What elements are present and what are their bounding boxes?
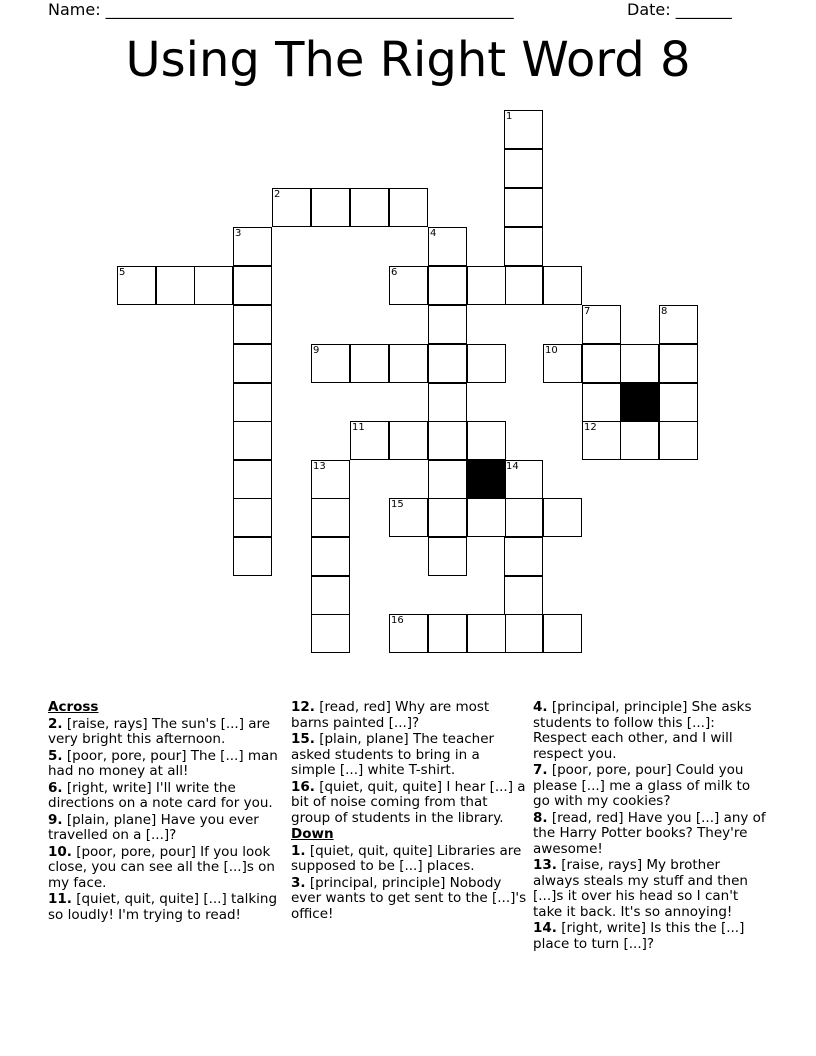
name-line: Name: ___________________________________________________ <box>48 0 514 19</box>
clue <box>291 876 527 923</box>
clue <box>48 717 284 748</box>
grid-cell[interactable] <box>620 344 659 383</box>
clue-number: 4. <box>533 699 548 715</box>
clue-text: [poor, pore, pour] The [...] man had no money at all! <box>48 747 278 779</box>
clue <box>533 858 769 920</box>
clue <box>48 845 284 892</box>
grid-cell[interactable] <box>428 498 467 537</box>
clue-text: [poor, pore, pour] Could you please [...] me a glass of milk to go with my cookies? <box>533 762 751 809</box>
grid-cell[interactable] <box>311 537 350 576</box>
clue-number: 9. <box>48 811 63 828</box>
clue-number: 3. <box>291 874 306 891</box>
clue-number: 10. <box>48 843 72 860</box>
grid-cell[interactable] <box>504 537 543 576</box>
across-heading: Across <box>48 699 99 715</box>
clue-text: [right, write] I'll write the directions on a note card for you. <box>48 779 273 811</box>
down-heading: Down <box>291 826 334 842</box>
grid-cell[interactable] <box>428 421 467 460</box>
clue-text: [plain, plane] Have you ever travelled on a [...]? <box>48 811 259 843</box>
cell-number: 9 <box>313 345 320 356</box>
clue <box>48 781 284 812</box>
grid-cell[interactable] <box>659 421 698 460</box>
grid-cell[interactable] <box>233 498 272 537</box>
grid-cell[interactable] <box>620 421 659 460</box>
clue-number: 15. <box>291 731 315 747</box>
grid-cell[interactable] <box>350 344 389 383</box>
page-title: Using The Right Word 8 <box>125 32 691 88</box>
cell-number: 10 <box>545 345 558 356</box>
clue <box>533 763 769 810</box>
clue-text: [raise, rays] My brother always steals my stuff and then [...]s it over his head so I can't take it back. It's so annoying! <box>533 857 748 920</box>
grid-cell[interactable] <box>311 188 350 227</box>
clue-text: [quiet, quit, quite] I hear [...] a bit of noise coming from that group of students in the library. <box>291 778 526 826</box>
clue <box>48 813 284 844</box>
grid-cell[interactable] <box>504 227 543 266</box>
grid-cell[interactable] <box>504 498 543 537</box>
clue <box>291 700 527 731</box>
grid-cell[interactable] <box>233 537 272 576</box>
cell-number: 3 <box>235 228 242 239</box>
clue <box>48 892 284 923</box>
cell-number: 16 <box>391 615 404 626</box>
grid-cell[interactable] <box>543 498 582 537</box>
clue <box>291 780 527 827</box>
clues-column-1 <box>48 700 284 924</box>
cell-number: 7 <box>584 306 591 317</box>
clue-text: [right, write] Is this the [...] place to turn [...]? <box>533 920 745 952</box>
cell-number: 14 <box>506 461 519 472</box>
clue-text: [raise, rays] The sun's [...] are very bright this afternoon. <box>48 715 271 747</box>
grid-cell[interactable] <box>582 344 621 383</box>
grid-cell[interactable] <box>194 266 233 305</box>
grid-cell[interactable] <box>428 266 467 305</box>
grid-cell[interactable] <box>504 614 543 653</box>
grid-cell[interactable] <box>350 188 389 227</box>
cell-number: 8 <box>661 306 668 317</box>
clues-column-2 <box>291 700 527 923</box>
clue-text: [read, red] Have you [...] any of the Harry Potter books? They're awesome! <box>533 809 766 857</box>
clue-text: [poor, pore, pour] If you look close, you can see all the [...]s on my face. <box>48 843 275 891</box>
grid-cell[interactable] <box>504 266 543 305</box>
cell-number: 1 <box>506 111 513 122</box>
black-cell <box>620 383 659 422</box>
grid-cell[interactable] <box>428 305 467 344</box>
black-cell <box>467 460 506 499</box>
grid-cell[interactable] <box>389 421 428 460</box>
clue-number: 2. <box>48 715 63 732</box>
grid-cell[interactable] <box>543 266 582 305</box>
cell-number: 5 <box>119 267 126 278</box>
grid-cell[interactable] <box>543 614 582 653</box>
clue <box>533 921 769 952</box>
clue-number: 8. <box>533 809 548 826</box>
clue-number: 13. <box>533 857 557 873</box>
cell-number: 6 <box>391 267 398 278</box>
cell-number: 13 <box>313 461 326 472</box>
grid-cell[interactable] <box>428 614 467 653</box>
clue-text: [principal, principle] Nobody ever wants to get sent to the [...]'s office! <box>291 874 527 922</box>
clue-number: 1. <box>291 842 306 859</box>
clue-text: [plain, plane] The teacher asked students to bring in a simple [...] white T-shirt. <box>291 731 495 778</box>
clue <box>291 732 527 779</box>
grid-cell[interactable] <box>659 344 698 383</box>
clue-number: 11. <box>48 891 72 907</box>
grid-cell[interactable] <box>504 188 543 227</box>
grid-cell[interactable] <box>467 614 506 653</box>
clue <box>533 700 769 762</box>
grid-cell[interactable] <box>504 576 543 615</box>
grid-cell[interactable] <box>428 383 467 422</box>
grid-cell[interactable] <box>233 305 272 344</box>
grid-cell[interactable] <box>467 421 506 460</box>
clue-text: [principal, principle] She asks students to follow this [...]: Respect each other, and I will respect you. <box>533 699 752 762</box>
clue-text: [read, red] Why are most barns painted [...]? <box>291 699 490 731</box>
cell-number: 11 <box>352 422 365 433</box>
clue <box>48 749 284 780</box>
grid-cell[interactable] <box>233 266 272 305</box>
grid-cell[interactable] <box>311 576 350 615</box>
clue-text: [quiet, quit, quite] [...] talking so loudly! I'm trying to read! <box>48 891 278 923</box>
grid-cell[interactable] <box>156 266 195 305</box>
grid-cell[interactable] <box>467 344 506 383</box>
clue-number: 7. <box>533 762 548 778</box>
clue-number: 5. <box>48 747 63 764</box>
grid-cell[interactable] <box>389 344 428 383</box>
clue-number: 16. <box>291 778 315 795</box>
grid-cell[interactable] <box>311 614 350 653</box>
cell-number: 12 <box>584 422 597 433</box>
grid-cell[interactable] <box>389 188 428 227</box>
grid-cell[interactable] <box>233 421 272 460</box>
grid-cell[interactable] <box>504 149 543 188</box>
grid-cell[interactable] <box>428 460 467 499</box>
grid-cell[interactable] <box>467 266 506 305</box>
grid-cell[interactable] <box>233 460 272 499</box>
cell-number: 2 <box>274 189 281 200</box>
grid-cell[interactable] <box>467 498 506 537</box>
clue-number: 14. <box>533 920 557 936</box>
cell-number: 4 <box>430 228 437 239</box>
cell-number: 15 <box>391 499 404 510</box>
grid-cell[interactable] <box>428 344 467 383</box>
clue <box>291 844 527 875</box>
grid-cell[interactable] <box>311 498 350 537</box>
clue-text: [quiet, quit, quite] Libraries are supposed to be [...] places. <box>291 842 522 874</box>
clue-number: 12. <box>291 699 315 715</box>
grid-cell[interactable] <box>428 537 467 576</box>
date-line: Date: _______ <box>627 0 732 19</box>
grid-cell[interactable] <box>582 383 621 422</box>
grid-cell[interactable] <box>233 344 272 383</box>
clue <box>533 811 769 858</box>
grid-cell[interactable] <box>659 383 698 422</box>
clues-column-3 <box>533 700 769 953</box>
clue-number: 6. <box>48 779 63 796</box>
grid-cell[interactable] <box>233 383 272 422</box>
